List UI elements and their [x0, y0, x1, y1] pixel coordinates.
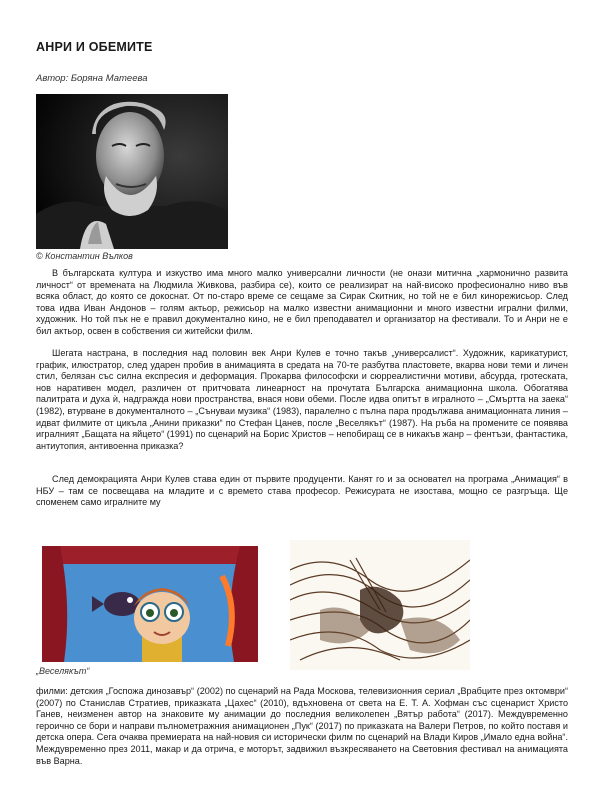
cartoon-illustration	[42, 546, 258, 662]
portrait-photo	[36, 94, 228, 249]
film-caption: „Веселякът“	[36, 666, 90, 676]
paragraph-1: В българската култура и изкуство има много малко универсални личности (не онази митична „хармонично развита личност“ от времената на Людмила Живкова, разбира се), които се реализират на най-високо професионално ниво във всяка област, до която се докоснат. От по-старо време се сещаме за Сирак Скитник, но той не е бил кинорежисьор. След това идва Иван Андонов – голям актьор, режисьор на малко известни анимационни и много известни игрални филми, художник. Но той пък не е правил документално кино, не е бил преподавател и организатор на фестивали. То и Анри не е бил актьор, освен в собствения си житейски филм.	[36, 268, 568, 336]
portrait-illustration	[36, 94, 228, 249]
paragraph-2: Шегата настрана, в последния над половин век Анри Кулев е точно такъв „универсалист“. Художник, карикатурист, график, илюстратор, след ударен пробив в анимацията в средата на 70-те разбутва пластовете, вкарва нови теми и личен стил, белязан със силна експресия и деформация. Прокарва философски и сюрреалистични мотиви, абсурда, гротеската, нов наративен модел, различен от притчовата линеарност на прочутата Българска анимационна школа. Обогатява палитрата и духа ѝ, надгражда нови пространства, внася нови обеми. После идва опитът в игралното – „Смъртта на заека“ (1982), втурване в документалното – „Сънуваи музика“ (1983), паралелно с пълна пара продължава анимационната линия – идват филмите от цикъла „Анини приказки“ по Стефан Цанев, после „Веселякът“ (1987). На ръба на промените се появява игралният „Бащата на яйцето“ (1991) по сценарий на Борис Христов – непобиращ се в никакъв жанр – фентъзи, фантастика, антиутопия, антивоенна приказка?	[36, 348, 568, 451]
photo-caption: © Константин Вълков	[36, 251, 133, 261]
paragraph-4: филми: детския „Госпожа динозавър“ (2002) по сценарий на Рада Москова, телевизионния сериал „Врабците през октомври“ (2007) по Станислав Стратиев, приказката „Цахес“ (2010), вдъхновена от света на Е. Т. А. Хофман със сценарист Христо Ганев, неизменен автор на знаковите му анимации до последния великолепен „Вятър работа“ (2017). Междувременно героично се бори и направи пълнометражния анимационен „Пук“ (2017) по приказката на Валери Петров, по който поставя и детска опера. Сега очаква премиерата на най-новия си исторически филм по сценарий на Влади Киров „Имало една война“. Междувременно през 2011, макар и да отрича, е моторът, задвижил възкресяването на Световния фестивал на анимацията във Варна.	[36, 686, 568, 766]
paragraph-3: След демокрацията Анри Кулев става един от първите продуценти. Канят го и за основател на програма „Анимация“ в НБУ – там се посвещава на младите и с времето става професор. Режисурата не изостава, мощно се разгръща. Ще споменем само игралните му	[36, 474, 568, 508]
article-title: АНРИ И ОБЕМИТЕ	[36, 40, 153, 54]
sketch-illustration	[290, 540, 470, 670]
film-still-veselyakat	[42, 546, 258, 662]
author-line: Автор: Боряна Матеева	[36, 73, 148, 84]
film-sketch	[290, 540, 470, 670]
